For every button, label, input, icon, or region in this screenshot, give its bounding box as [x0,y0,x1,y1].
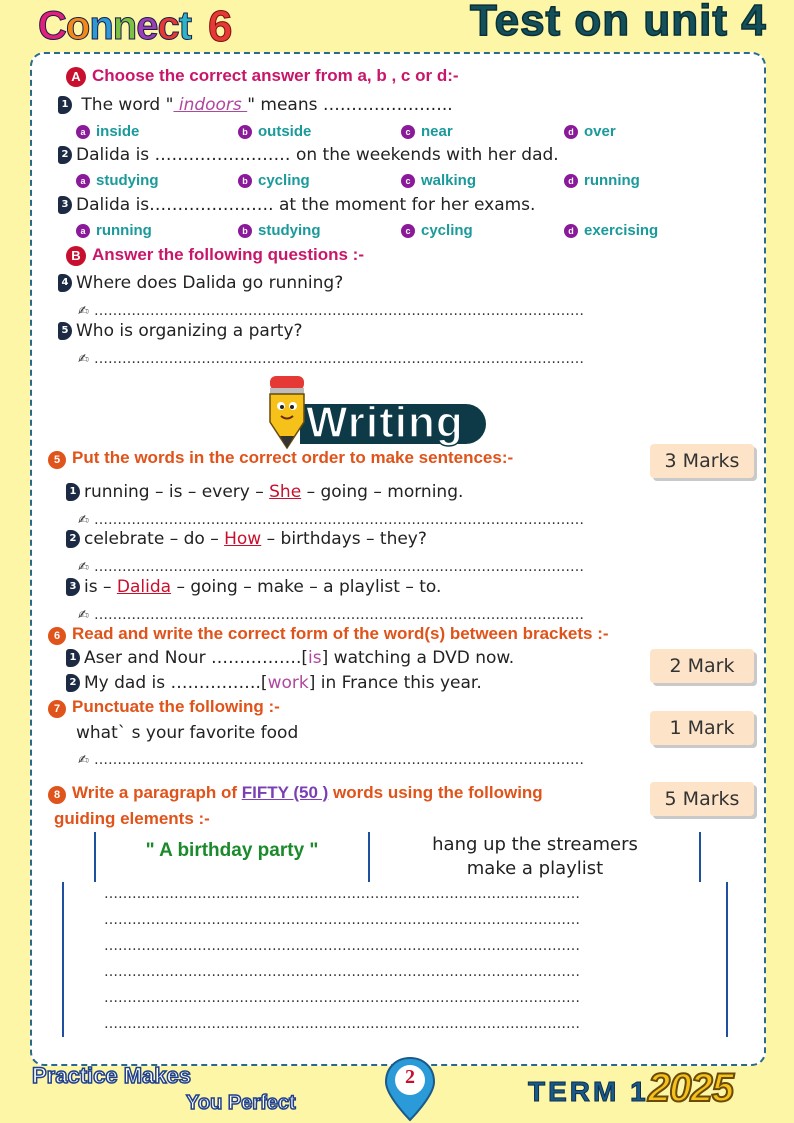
pencil-icon: ✍ [78,753,89,768]
q6-marks-box: 2 Mark [650,649,754,683]
question-1 [58,95,453,115]
dotted-line: …………………………………………………………………………………………… [94,607,584,623]
question-text: The word " [81,95,174,115]
question-number: 4 [58,274,72,292]
q8-number: 8 [48,786,66,804]
q6-heading [48,624,609,645]
option-label: studying [96,172,159,189]
writing-line[interactable]: ………………………………………………………………………………………… [104,1016,580,1032]
q6-item-2 [66,673,482,693]
q5-number: 5 [48,451,66,469]
highlight-word: Dalida [116,577,172,597]
pencil-icon: ✍ [78,304,89,319]
option-letter: d [564,224,578,238]
dotted-line: …………………………………………………………………………………………… [94,303,584,319]
highlight-word: indoors [173,95,248,115]
item-text: ] in France this year. [308,673,482,693]
q7-answer-line[interactable] [78,749,584,768]
option-label: exercising [584,222,659,239]
q5-answer-line-1[interactable] [78,509,584,528]
q8-marks-box: 5 Marks [650,782,754,816]
guiding-element-1: hang up the streamers [432,834,638,855]
option-letter: b [238,224,252,238]
option-2a[interactable] [76,172,159,189]
section-b-badge: B [66,246,86,266]
q8-heading [48,783,543,804]
writing-banner-text: Writing [306,398,464,447]
option-letter: d [564,174,578,188]
pencil-icon: ✍ [78,608,89,623]
question-3 [58,195,535,215]
writing-line[interactable]: ………………………………………………………………………………………… [104,990,580,1006]
option-label: inside [96,123,140,140]
pencil-icon: ✍ [78,352,89,367]
option-label: cycling [258,172,310,189]
question-number: 3 [58,196,72,214]
option-letter: a [76,224,90,238]
option-1b[interactable] [238,123,311,140]
section-b-instruction: Answer the following questions :- [92,245,364,264]
option-1c[interactable] [401,123,453,140]
page-title: Test on unit 4 [470,0,767,45]
option-label: outside [258,123,312,140]
answer-line-5[interactable] [78,348,584,367]
footer-slogan-line2: You Perfect [186,1092,296,1114]
option-2d[interactable] [564,172,640,189]
paragraph-topic: " A birthday party " [145,840,319,861]
question-text: Where does Dalida go running? [76,273,344,293]
option-label: near [421,123,453,140]
brand-number: 6 [208,2,233,51]
section-b-heading [66,245,364,266]
item-text: running – is – every – [84,482,270,502]
table-divider [726,882,728,1037]
writing-line[interactable]: ………………………………………………………………………………………… [104,912,580,928]
question-text: Dalida is …………………… on the weekends with her dad. [76,145,559,165]
footer-slogan-line1: Practice Makes [32,1063,191,1088]
option-2b[interactable] [238,172,310,189]
item-text: ] watching a DVD now. [321,648,515,668]
question-text: Who is organizing a party? [76,321,303,341]
option-letter: c [401,125,415,139]
q7-heading [48,697,280,718]
item-number: 1 [66,483,80,501]
q5-heading [48,448,513,469]
q6-item-1 [66,648,514,668]
q5-answer-line-2[interactable] [78,556,584,575]
item-text: – birthdays – they? [261,529,427,549]
question-text: " means ………………….. [247,95,453,115]
option-label: running [96,222,152,239]
section-a-badge: A [66,67,86,87]
q5-instruction: Put the words in the correct order to make sentences:- [72,448,514,467]
option-1a[interactable] [76,123,139,140]
item-text: is – [84,577,117,597]
question-number: 2 [58,146,72,164]
option-label: studying [258,222,321,239]
q7-marks-box: 1 Mark [650,711,754,745]
brand-logo: Connect [38,4,192,48]
item-text: – going – morning. [301,482,464,502]
q7-instruction: Punctuate the following :- [72,697,280,716]
q6-instruction: Read and write the correct form of the word(s) between brackets :- [72,624,609,643]
option-3b[interactable] [238,222,321,239]
footer-year: 2025 [648,1066,733,1110]
question-number: 5 [58,322,72,340]
option-3c[interactable] [401,222,473,239]
q5-marks-box: 3 Marks [650,444,754,478]
option-3d[interactable] [564,222,658,239]
table-divider [62,882,64,1037]
pencil-icon: ✍ [78,513,89,528]
option-letter: d [564,125,578,139]
answer-line-4[interactable] [78,300,584,319]
option-label: running [584,172,640,189]
option-3a[interactable] [76,222,152,239]
option-letter: a [76,125,90,139]
q8-word-count: FIFTY (50 ) [241,783,329,802]
q5-answer-line-3[interactable] [78,604,584,623]
q8-heading-line2: guiding elements :- [54,809,210,828]
q7-number: 7 [48,700,66,718]
q5-item-2 [66,529,427,549]
section-a-heading [66,66,459,87]
option-letter: b [238,125,252,139]
item-text: celebrate – do – [84,529,225,549]
q5-item-3 [66,577,441,597]
option-letter: a [76,174,90,188]
item-number: 3 [66,578,80,596]
option-letter: c [401,174,415,188]
item-text: – going – make – a playlist – to. [171,577,442,597]
dotted-line: …………………………………………………………………………………………… [94,559,584,575]
item-text: My dad is …………….[ [84,673,268,693]
section-a-instruction: Choose the correct answer from a, b , c or d:- [92,66,459,85]
item-text: Aser and Nour …………….[ [84,648,309,668]
highlight-word: How [224,529,262,549]
footer-term: TERM 1 [528,1076,649,1107]
writing-line[interactable]: ………………………………………………………………………………………… [104,964,580,980]
q6-number: 6 [48,627,66,645]
highlight-word: She [269,482,302,502]
option-2c[interactable] [401,172,476,189]
option-letter: b [238,174,252,188]
guiding-element-2: make a playlist [466,858,604,879]
dotted-line: …………………………………………………………………………………………… [94,752,584,768]
question-text: Dalida is…………………. at the moment for her exams. [76,195,536,215]
dotted-line: …………………………………………………………………………………………… [94,512,584,528]
question-number: 1 [58,96,72,114]
option-letter: c [401,224,415,238]
question-2 [58,145,559,165]
writing-line[interactable]: ………………………………………………………………………………………… [104,938,580,954]
bracket-word: work [267,673,309,693]
option-label: cycling [421,222,473,239]
question-5 [58,321,303,341]
writing-line[interactable]: ………………………………………………………………………………………… [104,886,580,902]
pencil-icon: ✍ [78,560,89,575]
dotted-line: …………………………………………………………………………………………… [94,351,584,367]
option-label: over [584,123,616,140]
option-label: walking [421,172,477,189]
page-number: 2 [405,1066,415,1088]
q5-item-1 [66,482,463,502]
item-number: 2 [66,674,80,692]
option-1d[interactable] [564,123,616,140]
q8-instruction: Write a paragraph of [72,783,242,802]
bracket-word: is [308,648,322,668]
item-number: 2 [66,530,80,548]
item-number: 1 [66,649,80,667]
q8-instruction: words using the following [328,783,543,802]
question-4 [58,273,343,293]
q7-sentence: what` s your favorite food [76,723,299,743]
